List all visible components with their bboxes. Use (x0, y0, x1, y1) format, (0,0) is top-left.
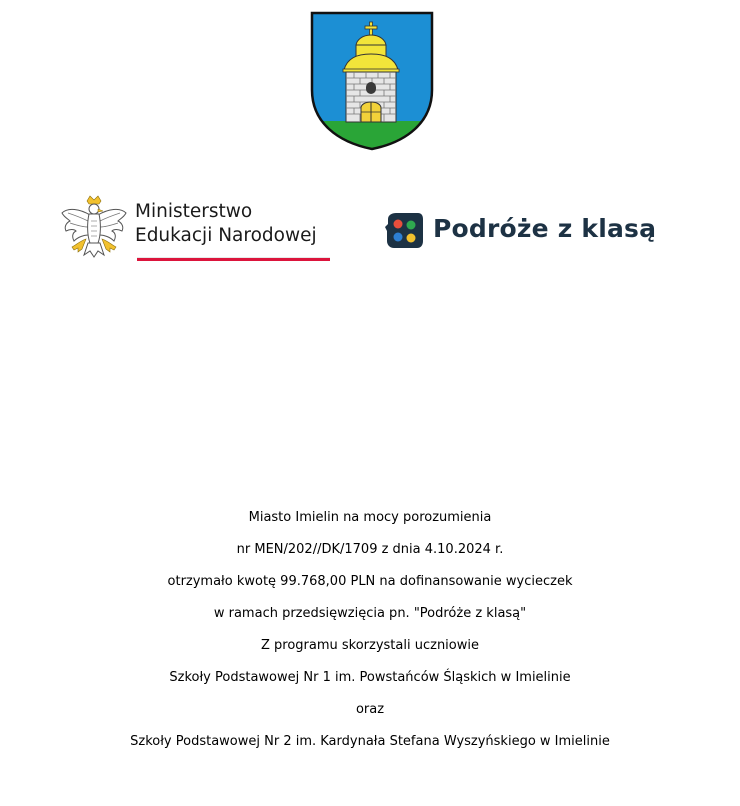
imielin-coat-of-arms-icon (309, 10, 435, 152)
men-line-2: Edukacji Narodowej (135, 225, 317, 246)
text-line-6: Szkoły Podstawowej Nr 1 im. Powstańców Śląskich w Imielinie (169, 670, 571, 685)
text-line-8: Szkoły Podstawowej Nr 2 im. Kardynała Stefana Wyszyńskiego w Imielinie (130, 734, 610, 749)
men-logo (60, 195, 332, 267)
text-line-2: nr MEN/202//DK/1709 z dnia 4.10.2024 r. (236, 542, 504, 557)
polish-eagle-icon (60, 195, 128, 265)
pzk-logo (384, 208, 664, 258)
men-flag-bar (137, 257, 330, 260)
men-line-1: Ministerstwo (135, 201, 253, 222)
text-line-3: otrzymało kwotę 99.768,00 PLN na dofinansowanie wycieczek (167, 574, 573, 589)
men-wordmark (135, 200, 317, 248)
text-line-7: oraz (355, 702, 385, 717)
pzk-logo-icon (384, 211, 424, 251)
text-line-1: Miasto Imielin na mocy porozumienia (248, 510, 492, 525)
announcement-text (0, 510, 740, 766)
text-line-4: w ramach przedsięwzięcia pn. "Podróże z klasą" (213, 606, 527, 621)
text-line-5: Z programu skorzystali uczniowie (260, 638, 479, 653)
pzk-wordmark: Podróże z klasą (433, 214, 657, 243)
